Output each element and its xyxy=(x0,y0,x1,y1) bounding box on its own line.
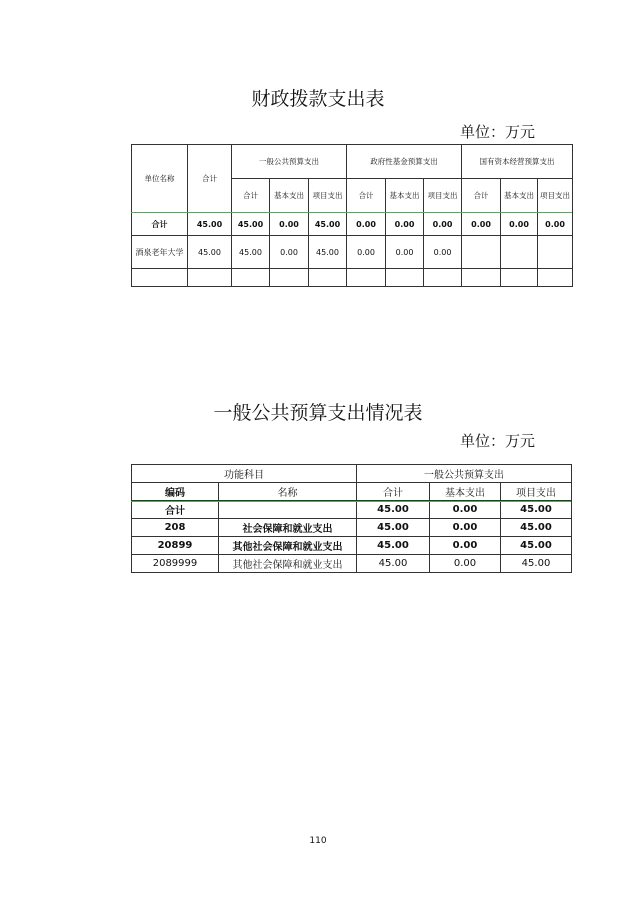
cell-code: 20899 xyxy=(132,537,219,555)
cell-general-basic: 0.00 xyxy=(270,213,309,236)
cell-state-project: 0.00 xyxy=(538,213,573,236)
cell-general-total: 45.00 xyxy=(232,236,270,269)
cell-state-basic xyxy=(501,236,538,269)
cell-total: 45.00 xyxy=(357,501,430,519)
cell-fund-basic: 0.00 xyxy=(386,236,424,269)
cell-name: 其他社会保障和就业支出 xyxy=(219,555,357,573)
cell-total: 45.00 xyxy=(357,537,430,555)
table-row xyxy=(132,519,572,537)
cell-project: 45.00 xyxy=(501,537,572,555)
table1-unit: 单位：万元 xyxy=(460,123,536,141)
general-budget-expenditure-table xyxy=(131,464,572,573)
header-project: 项目支出 xyxy=(501,483,572,501)
cell-code: 2089999 xyxy=(132,555,219,573)
cell-basic: 0.00 xyxy=(430,519,501,537)
cell-general-project: 45.00 xyxy=(309,236,347,269)
subheader-total: 合计 xyxy=(462,179,501,213)
table-row-total xyxy=(132,213,573,236)
header-state-capital-budget: 国有资本经营预算支出 xyxy=(462,145,573,179)
cell-project: 45.00 xyxy=(501,519,572,537)
header-name: 名称 xyxy=(219,483,357,501)
row-name: 合计 xyxy=(132,213,188,236)
subheader-total: 合计 xyxy=(232,179,270,213)
cell-name xyxy=(219,501,357,519)
page-number: 110 xyxy=(309,836,327,846)
subheader-total: 合计 xyxy=(347,179,386,213)
appropriation-expenditure-table xyxy=(131,144,573,287)
header-total: 合计 xyxy=(357,483,430,501)
cell-general-total: 45.00 xyxy=(232,213,270,236)
cell-fund-basic: 0.00 xyxy=(386,213,424,236)
subheader-project: 项目支出 xyxy=(309,179,347,213)
cell-general-basic: 0.00 xyxy=(270,236,309,269)
cell-fund-project: 0.00 xyxy=(424,213,462,236)
table-row xyxy=(132,537,572,555)
cell-project: 45.00 xyxy=(501,555,572,573)
cell-state-total xyxy=(462,236,501,269)
cell-name: 社会保障和就业支出 xyxy=(219,519,357,537)
cell-total: 45.00 xyxy=(188,213,232,236)
cell-basic: 0.00 xyxy=(430,501,501,519)
row-name: 酒泉老年大学 xyxy=(132,236,188,269)
table2-unit: 单位：万元 xyxy=(460,432,536,450)
green-rule xyxy=(131,501,571,502)
header-fund-budget: 政府性基金预算支出 xyxy=(347,145,462,179)
subheader-project: 项目支出 xyxy=(424,179,462,213)
table2-title: 一般公共预算支出情况表 xyxy=(213,402,423,424)
cell-basic: 0.00 xyxy=(430,555,501,573)
header-general-budget: 一般公共预算支出 xyxy=(357,465,572,483)
header-basic: 基本支出 xyxy=(430,483,501,501)
header-total: 合计 xyxy=(188,145,232,213)
cell-fund-total: 0.00 xyxy=(347,213,386,236)
table-row-empty xyxy=(132,269,573,287)
header-function-subject: 功能科目 xyxy=(132,465,357,483)
subheader-project: 项目支出 xyxy=(538,179,573,213)
cell-code: 合计 xyxy=(132,501,219,519)
cell-total: 45.00 xyxy=(357,555,430,573)
cell-fund-project: 0.00 xyxy=(424,236,462,269)
cell-code: 208 xyxy=(132,519,219,537)
header-general-budget: 一般公共预算支出 xyxy=(232,145,347,179)
cell-state-project xyxy=(538,236,573,269)
cell-name: 其他社会保障和就业支出 xyxy=(219,537,357,555)
cell-project: 45.00 xyxy=(501,501,572,519)
header-code: 编码 xyxy=(132,483,219,501)
cell-total: 45.00 xyxy=(357,519,430,537)
cell-general-project: 45.00 xyxy=(309,213,347,236)
table-row xyxy=(132,555,572,573)
subheader-basic: 基本支出 xyxy=(501,179,538,213)
header-unit-name: 单位名称 xyxy=(132,145,188,213)
green-rule xyxy=(131,212,572,213)
table-row-total xyxy=(132,501,572,519)
table-row xyxy=(132,236,573,269)
subheader-basic: 基本支出 xyxy=(386,179,424,213)
cell-state-basic: 0.00 xyxy=(501,213,538,236)
table1-title: 财政拨款支出表 xyxy=(251,88,385,110)
cell-fund-total: 0.00 xyxy=(347,236,386,269)
cell-basic: 0.00 xyxy=(430,537,501,555)
cell-state-total: 0.00 xyxy=(462,213,501,236)
cell-total: 45.00 xyxy=(188,236,232,269)
subheader-basic: 基本支出 xyxy=(270,179,309,213)
